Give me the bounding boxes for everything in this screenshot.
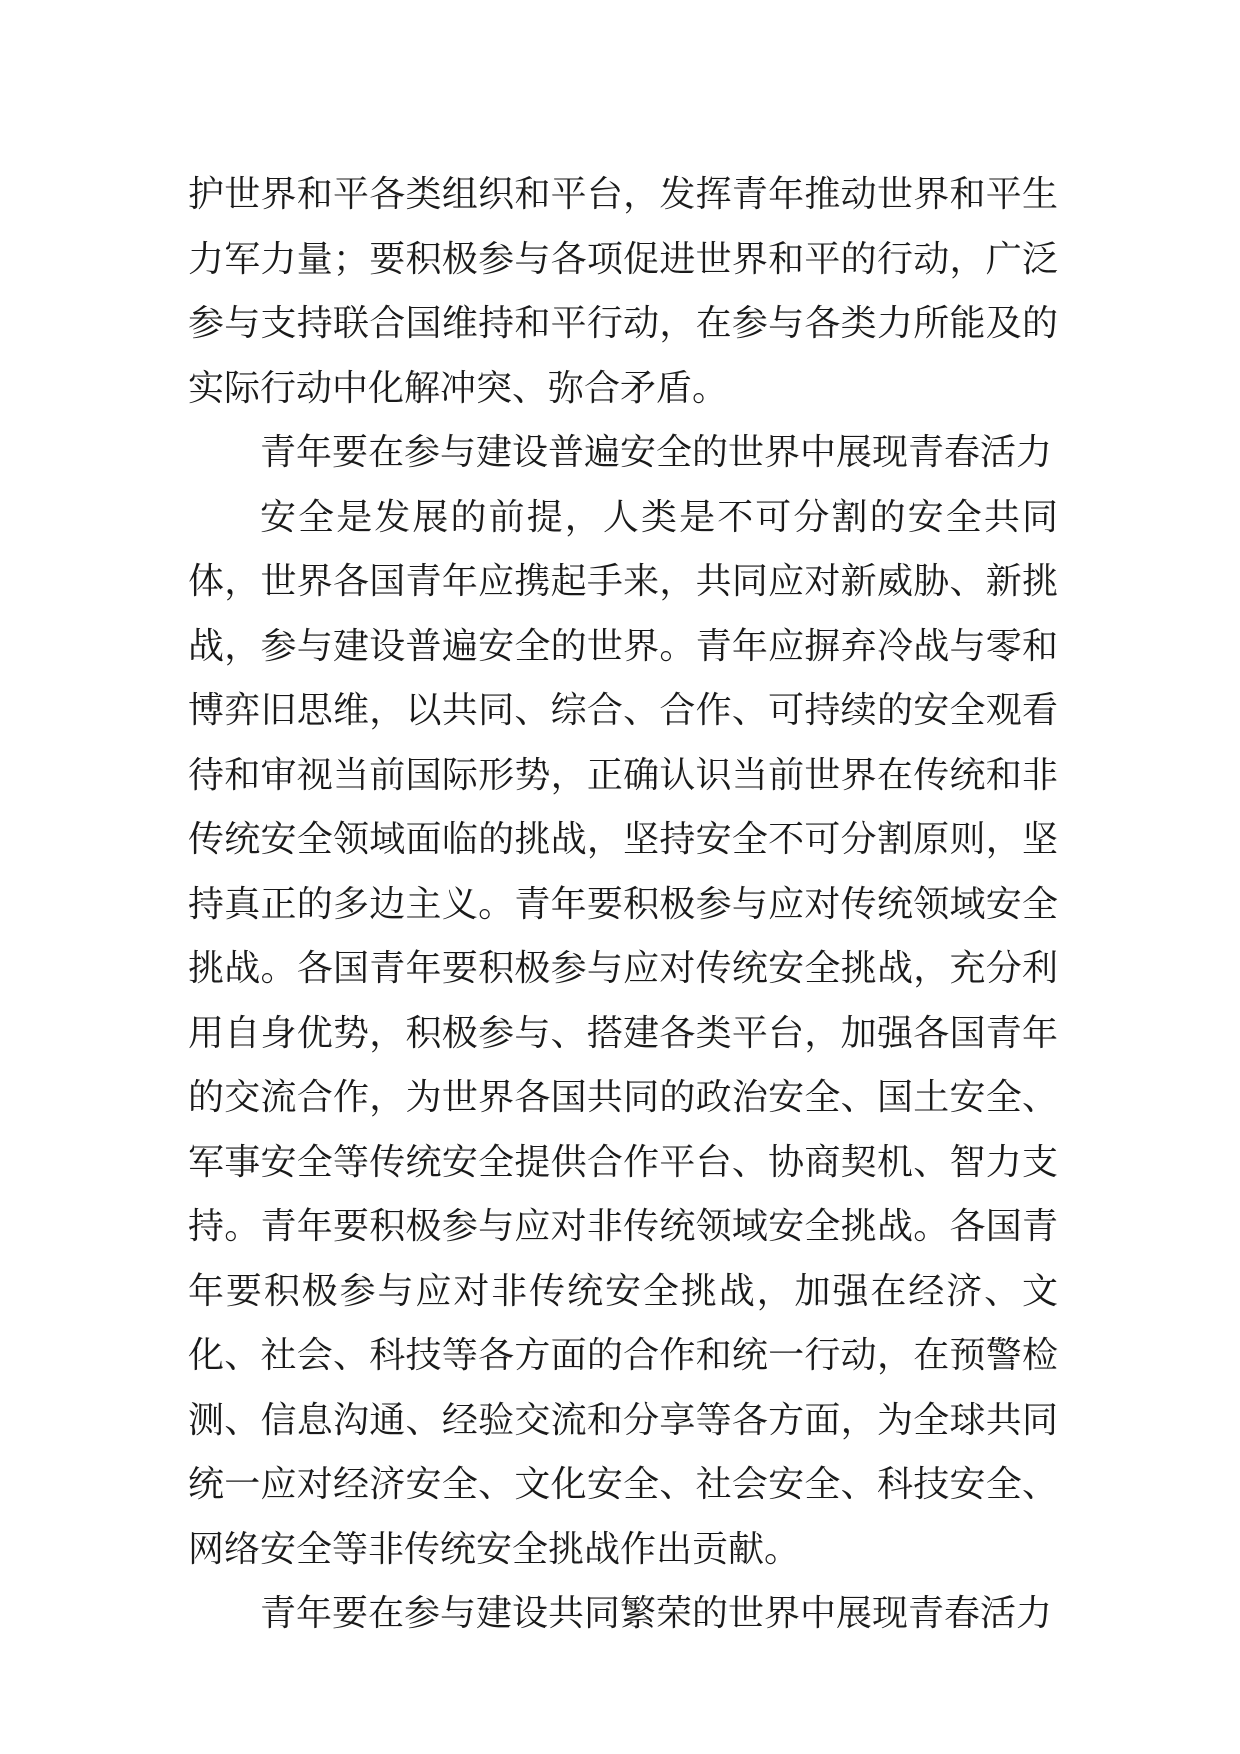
section-heading-common-prosperity: 青年要在参与建设共同繁荣的世界中展现青春活力 <box>260 1593 1053 1634</box>
section-heading-universal-security: 青年要在参与建设普遍安全的世界中展现青春活力 <box>260 432 1053 473</box>
document-body <box>188 163 1058 1647</box>
paragraph-continuation: 护世界和平各类组织和平台，发挥青年推动世界和平生力军力量；要积极参与各项促进世界和平的行动，广泛参与支持联合国维持和平行动，在参与各类力所能及的实际行动中化解冲突、弥合矛盾。 <box>188 174 1058 409</box>
paragraph-security: 安全是发展的前提，人类是不可分割的安全共同体，世界各国青年应携起手来，共同应对新威胁、新挑战，参与建设普遍安全的世界。青年应摒弃冷战与零和博弈旧思维，以共同、综合、合作、可持续的安全观看待和审视当前国际形势，正确认识当前世界在传统和非传统安全领域面临的挑战，坚持安全不可分割原则，坚持真正的多边主义。青年要积极参与应对传统领域安全挑战。各国青年要积极参与应对传统安全挑战，充分利用自身优势，积极参与、搭建各类平台，加强各国青年的交流合作，为世界各国共同的政治安全、国土安全、军事安全等传统安全提供合作平台、协商契机、智力支持。青年要积极参与应对非传统领域安全挑战。各国青年要积极参与应对非传统安全挑战，加强在经济、文化、社会、科技等各方面的合作和统一行动，在预警检测、信息沟通、经验交流和分享等各方面，为全球共同统一应对经济安全、文化安全、社会安全、科技安全、网络安全等非传统安全挑战作出贡献。 <box>188 496 1058 1570</box>
